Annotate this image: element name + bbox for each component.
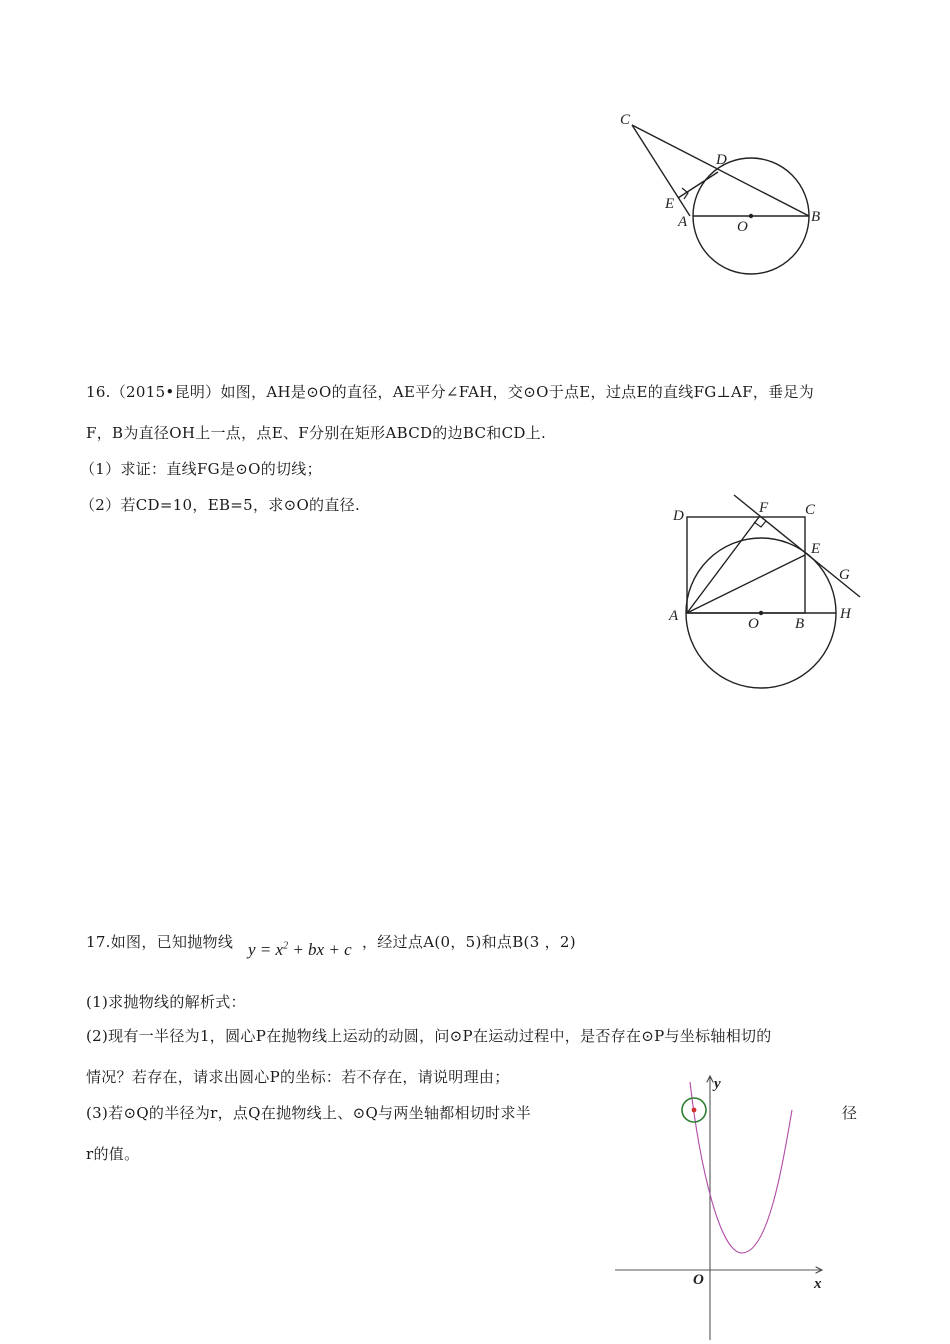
origin-label: O <box>693 1272 704 1288</box>
center-dot-o <box>759 611 763 615</box>
label-c: C <box>620 112 631 128</box>
axis-label-x: x <box>814 1276 822 1292</box>
center-dot-o <box>749 214 753 218</box>
label-e: E <box>665 196 675 212</box>
line-ca <box>632 125 690 216</box>
label-c: C <box>805 502 816 518</box>
label-a: A <box>678 214 688 230</box>
label-b: B <box>811 209 821 225</box>
q17-intro-pre: 17.如图，已知抛物线 <box>86 933 234 951</box>
q16-part1: （1）求证：直线FG是⊙O的切线； <box>80 460 322 478</box>
q17-part2b: 情况？若存在，请求出圆心P的坐标：若不存在，请说明理由； <box>86 1068 510 1086</box>
label-h: H <box>840 606 851 622</box>
label-d: D <box>716 152 727 168</box>
figure-q15 <box>600 100 840 290</box>
eq-y: y <box>248 940 256 959</box>
q16-part2: （2）若CD=10，EB=5，求⊙O的直径. <box>80 496 361 514</box>
figure-q17 <box>610 1068 840 1344</box>
label-g: G <box>839 567 850 583</box>
label-d: D <box>673 508 684 524</box>
q17-part2a: (2)现有一半径为1，圆心P在抛物线上运动的动圆，问⊙P在运动过程中，是否存在⊙P与坐标轴相切的 <box>86 1027 772 1045</box>
center-point-p <box>692 1108 697 1113</box>
label-a: A <box>669 608 679 624</box>
q16-line1: 16.（2015•昆明）如图，AH是⊙O的直径，AE平分∠FAH，交⊙O于点E，过点E的直线FG⊥AF，垂足为 <box>86 383 815 401</box>
label-o: O <box>737 219 748 235</box>
label-o: O <box>748 616 759 632</box>
q17-part1: (1)求抛物线的解析式： <box>86 993 246 1011</box>
q17-part3a: (3)若⊙Q的半径为r，点Q在抛物线上、⊙Q与两坐轴都相切时求半 <box>86 1104 532 1122</box>
rectangle-abcd <box>687 517 805 613</box>
q17-intro-post: ，经过点A(0，5)和点B(3 ，2) <box>362 933 576 951</box>
label-e: E <box>811 541 821 557</box>
label-b: B <box>795 616 805 632</box>
q17-equation: $y = x^2$ + bx + c <box>248 940 352 959</box>
line-af <box>687 517 759 613</box>
eq-exponent: 2 <box>283 940 289 952</box>
eq-rest: + bx + c <box>292 940 352 959</box>
q17-part3b: r的值。 <box>86 1145 140 1163</box>
figure-q16 <box>660 490 870 700</box>
eq-x: x <box>275 940 284 959</box>
axis-label-y: y <box>714 1076 721 1092</box>
label-f: F <box>759 500 769 516</box>
q16-line2: F，B为直径OH上一点，点E、F分别在矩形ABCD的边BC和CD上. <box>86 424 547 442</box>
line-cb <box>632 125 809 216</box>
q17-part3-tail: 径 <box>842 1104 858 1122</box>
